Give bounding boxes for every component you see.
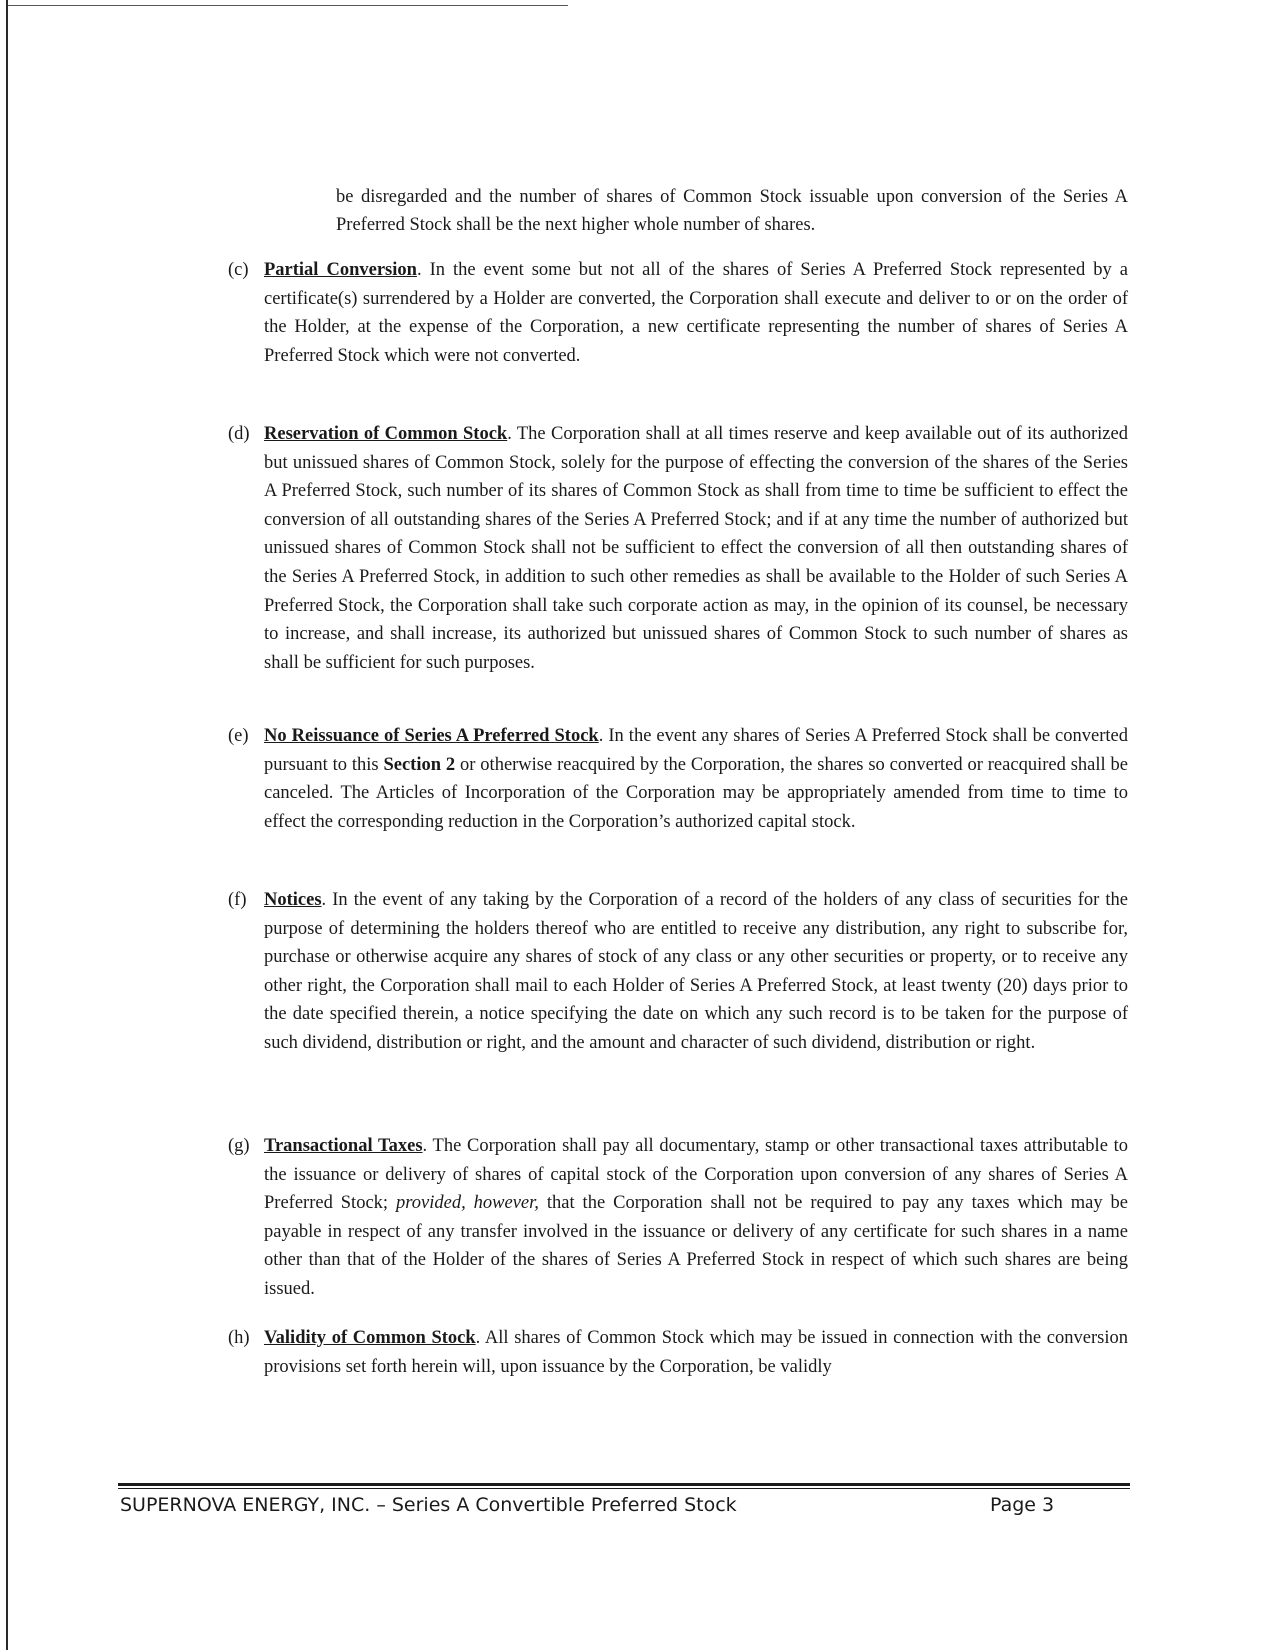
footer-divider-thick xyxy=(118,1483,1130,1486)
section-f-notices xyxy=(228,886,1128,1058)
section-body xyxy=(264,722,1128,836)
section-marker: (e) xyxy=(228,726,249,746)
section-e-no-reissuance xyxy=(228,722,1128,836)
section-heading: Transactional Taxes xyxy=(264,1136,423,1156)
section-text: . The Corporation shall at all times reserve and keep available out of its authorized but unissued shares of Common Stock, solely for the purpose of effecting the conversion of the shares of the Series A Preferred Stock, such number of its shares of Common Stock as shall from time to time be sufficient to effect the conversion of all outstanding shares of the Series A Preferred Stock; and if at any time the number of authorized but unissued shares of Common Stock shall not be sufficient to effect the conversion of all then outstanding shares of the Series A Preferred Stock, in addition to such other remedies as shall be available to the Holder of such Series A Preferred Stock, the Corporation shall take such corporate action as may, in the opinion of its counsel, be necessary to increase, and shall increase, its authorized but unissued shares of Common Stock to such number of shares as shall be sufficient for such purposes. xyxy=(264,424,1128,673)
section-marker: (d) xyxy=(228,424,250,444)
page-top-rule xyxy=(8,5,568,6)
section-body xyxy=(264,1324,1128,1381)
section-g-transactional-taxes xyxy=(228,1132,1128,1304)
section-text: or otherwise reacquired by the Corporation, the shares so converted or reacquired shall be canceled. The Articles of Incorporation of the Corporation may be appropriately amended from time to time to effect the corresponding reduction in the Corporation’s authorized capital stock. xyxy=(264,754,1128,832)
section-heading: Validity of Common Stock xyxy=(264,1328,476,1348)
page-left-border xyxy=(6,0,8,1650)
section-heading: Partial Conversion xyxy=(264,260,417,280)
section-c-partial-conversion xyxy=(228,256,1128,370)
section-text: . In the event some but not all of the shares of Series A Preferred Stock represented by a certificate(s) surrendered by a Holder are converted, the Corporation shall execute and deliver to or on the order of the Holder, at the expense of the Corporation, a new certificate representing the number of shares of Series A Preferred Stock which were not converted. xyxy=(264,260,1128,366)
section-proviso: provided, however, xyxy=(396,1193,539,1214)
section-d-reservation-of-common-stock xyxy=(228,420,1128,677)
section-text: . In the event any shares of Series A Preferred Stock shall be converted pursuant to this xyxy=(264,726,1128,775)
section-body xyxy=(264,256,1128,370)
section-text: . In the event of any taking by the Corporation of a record of the holders of any class of securities for the purpose of determining the holders thereof who are entitled to receive any distribution, any right to subscribe for, purchase or otherwise acquire any shares of stock of any class or any other securities or property, or to receive any other right, the Corporation shall mail to each Holder of Series A Preferred Stock, at least twenty (20) days prior to the date specified therein, a notice specifying the date on which any such record is to be taken for the purpose of such dividend, distribution or right, and the amount and character of such dividend, distribution or right. xyxy=(264,890,1128,1053)
section-marker: (f) xyxy=(228,890,247,910)
continued-paragraph xyxy=(336,183,1128,239)
section-marker: (c) xyxy=(228,260,249,280)
section-heading: Notices xyxy=(264,890,322,910)
section-body xyxy=(264,886,1128,1058)
continued-paragraph-text: be disregarded and the number of shares of Common Stock issuable upon conversion of the Series A Preferred Stock shall be the next higher whole number of shares. xyxy=(336,187,1128,235)
footer-document-title: SUPERNOVA ENERGY, INC. – Series A Convertible Preferred Stock xyxy=(120,1494,737,1516)
section-text: that the Corporation shall not be required to pay any taxes which may be payable in respect of any transfer involved in the issuance or delivery of any certificate for such shares in a name other than that of the Holder of the shares of Series A Preferred Stock in respect of which such shares are being issued. xyxy=(264,1193,1128,1299)
footer-page-number: Page 3 xyxy=(990,1494,1055,1516)
section-text: . The Corporation shall pay all documentary, stamp or other transactional taxes attributable to the issuance or delivery of shares of capital stock of the Corporation upon conversion of any shares of Series A Preferred Stock; xyxy=(264,1136,1128,1214)
section-reference: Section 2 xyxy=(383,754,456,775)
section-marker: (g) xyxy=(228,1136,250,1156)
section-text: . All shares of Common Stock which may be issued in connection with the conversion provisions set forth herein will, upon issuance by the Corporation, be validly xyxy=(264,1328,1128,1377)
section-body xyxy=(264,420,1128,677)
section-heading: No Reissuance of Series A Preferred Stock xyxy=(264,726,599,746)
footer-divider-thin xyxy=(118,1488,1130,1489)
section-h-validity-of-common-stock xyxy=(228,1324,1128,1381)
section-marker: (h) xyxy=(228,1328,250,1348)
section-heading: Reservation of Common Stock xyxy=(264,424,508,444)
section-body xyxy=(264,1132,1128,1304)
